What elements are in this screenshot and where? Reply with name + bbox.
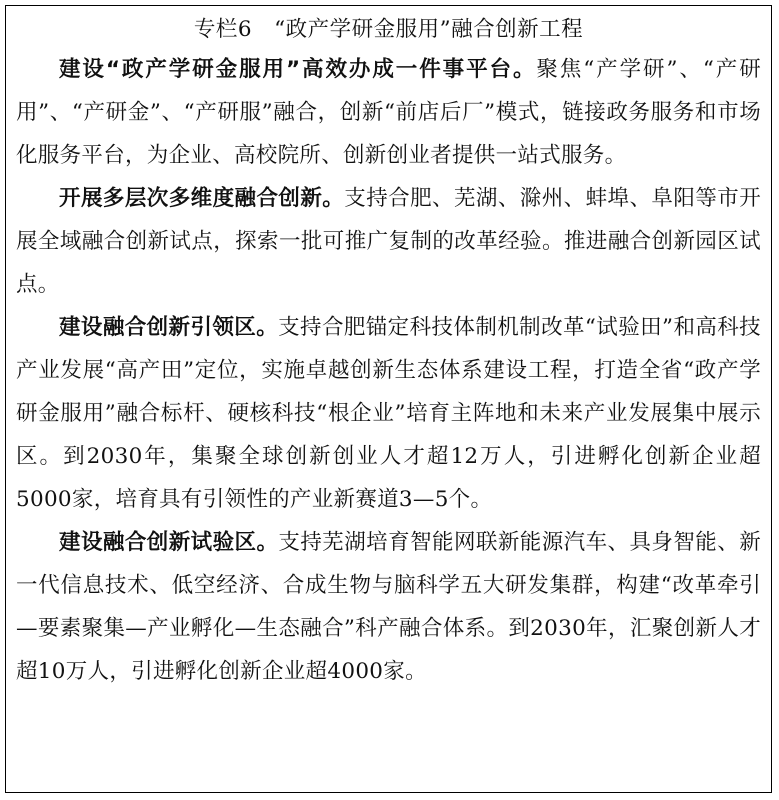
paragraph-body: 支持芜湖培育智能网联新能源汽车、具身智能、新一代信息技术、低空经济、合成生物与脑科学五大研发集群，构建“改革牵引—要素聚集—产业孵化—生态融合”科产融合体系。到2030年，汇聚创新人才超10万人，引进孵化创新企业超4000家。 [16, 530, 761, 684]
box-title: 专栏6 “政产学研金服用”融合创新工程 [193, 17, 584, 42]
feature-box [5, 5, 772, 793]
paragraph-body: 聚焦“产学研”、“产研用”、“产研金”、“产研服”融合，创新“前店后厂”模式，链接政务服务和市场化服务平台，为企业、高校院所、创新创业者提供一站式服务。 [16, 57, 762, 168]
paragraph-lead: 建设融合创新试验区。 [59, 530, 279, 555]
paragraph-body: 支持合肥、芜湖、滁州、蚌埠、阜阳等市开展全域融合创新试点，探索一批可推广复制的改革经验。推进融合创新园区试点。 [16, 186, 762, 297]
paragraph-platform [16, 48, 761, 177]
paragraph-pilot-zone [16, 521, 761, 693]
paragraph-lead: 建设融合创新引领区。 [59, 315, 279, 340]
paragraph-lead: 开展多层次多维度融合创新。 [59, 186, 345, 211]
paragraph-body: 支持合肥锚定科技体制机制改革“试验田”和高科技产业发展“高产田”定位，实施卓越创新生态体系建设工程，打造全省“政产学研金服用”融合标杆、硬核科技“根企业”培育主阵地和未来产业发展集中展示区。到2030年，集聚全球创新创业人才超12万人，引进孵化创新企业超5000家，培育具有引领性的产业新赛道3—5个。 [16, 315, 761, 512]
paragraph-multilevel [16, 177, 761, 306]
paragraph-leading-zone [16, 306, 761, 521]
paragraph-lead: 建设“政产学研金服用”高效办成一件事平台。 [59, 57, 537, 82]
